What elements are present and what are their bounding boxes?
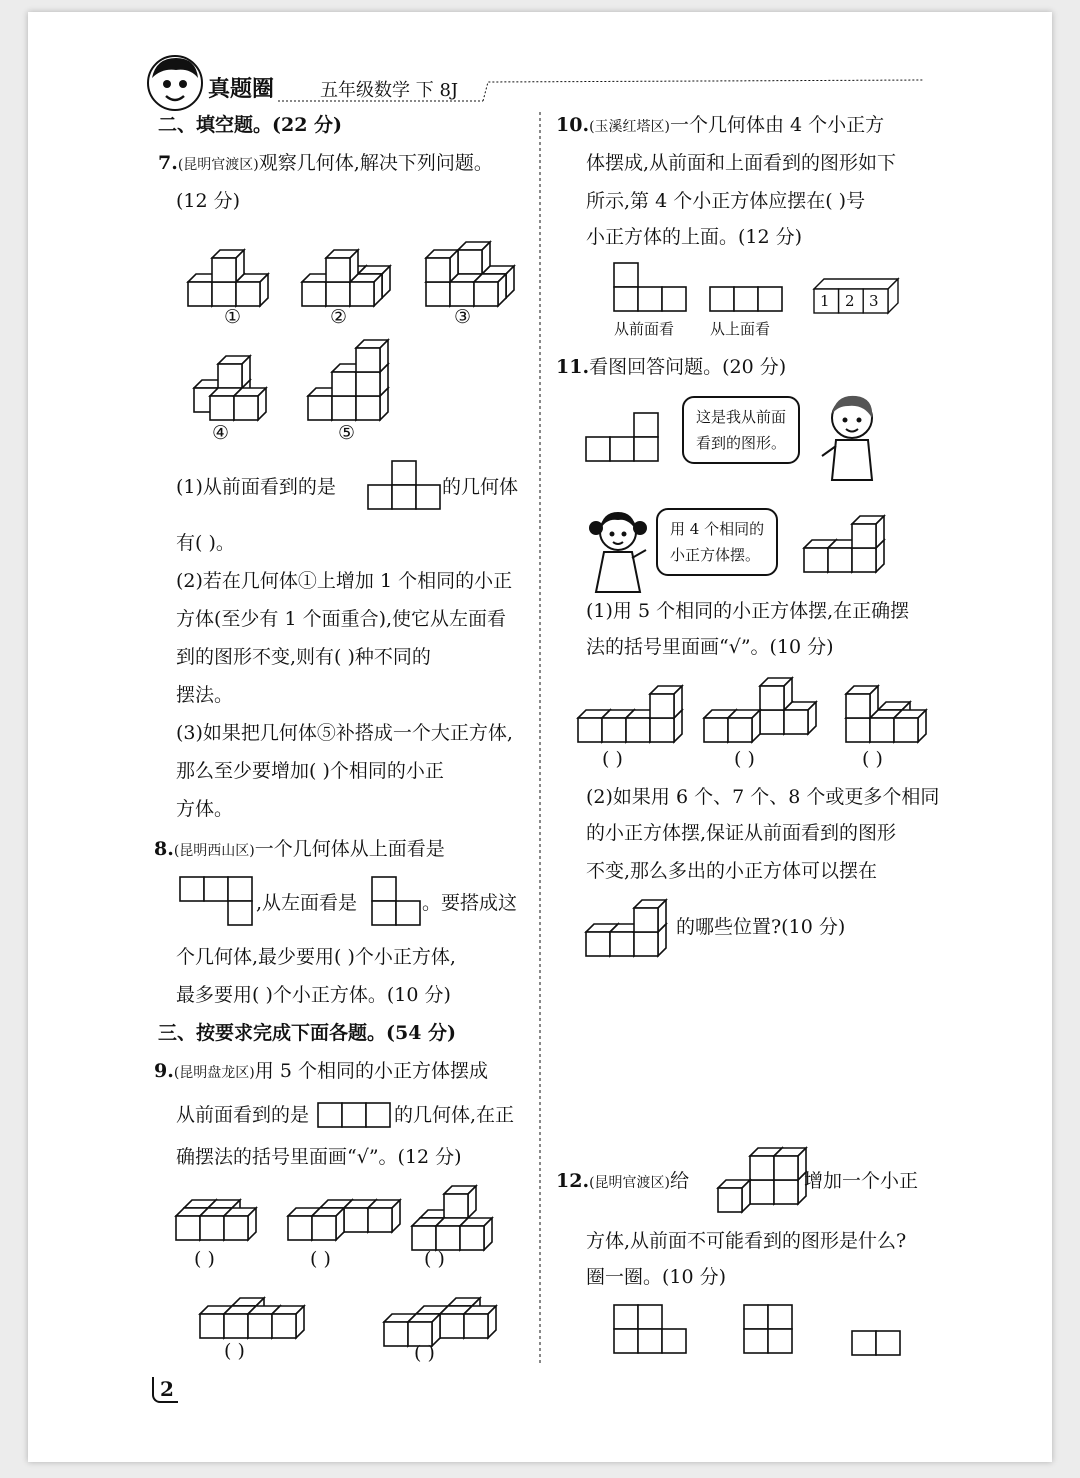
- q12-text2: 增加一个小正: [804, 1170, 919, 1192]
- q12-text4: 圈一圈。(10 分): [586, 1266, 727, 1288]
- q11-part1a: (1)用 5 个相同的小正方体摆,在正确摆: [586, 600, 910, 622]
- q11-part1b: 法的括号里面画“√”。(10 分): [586, 636, 834, 658]
- q7-solid-4: [186, 344, 286, 424]
- q7-solid-3: [426, 230, 526, 310]
- question-9: [154, 1058, 488, 1086]
- page-number-text: 2: [152, 1377, 178, 1403]
- q11-part2d: 的哪些位置?(10 分): [676, 916, 846, 938]
- q9-answer-2[interactable]: ( ): [310, 1248, 331, 1270]
- q7-part1a: (1)从前面看到的是: [176, 476, 336, 498]
- q11-part2b: 的小正方体摆,保证从前面看到的图形: [586, 822, 897, 844]
- q7-solid-1: [188, 230, 278, 310]
- q8-text4: 个几何体,最少要用( )个小正方体,: [176, 946, 456, 968]
- q8-source: (昆明西山区): [173, 843, 255, 859]
- cube: [718, 1180, 750, 1212]
- q9-answer-1[interactable]: ( ): [194, 1248, 215, 1270]
- q7-points: (12 分): [176, 190, 241, 212]
- q11-answer-1[interactable]: ( ): [602, 748, 623, 770]
- cube: [326, 250, 358, 282]
- q10-text1: 一个几何体由 4 个小正方: [670, 114, 885, 136]
- q9-text1: 用 5 个相同的小正方体摆成: [254, 1060, 488, 1082]
- q7-part2-line2: 方体(至少有 1 个面重合),使它从左面看: [176, 608, 507, 630]
- q12-text3: 方体,从前面不可能看到的图形是什么?: [586, 1230, 907, 1252]
- section-2-title: 二、填空题。(22 分): [158, 114, 343, 136]
- q9-option-4: [200, 1290, 304, 1340]
- q11-bubble2-line2: 小正方体摆。: [670, 546, 761, 564]
- q7-part2-line1: (2)若在几何体①上增加 1 个相同的小正: [176, 570, 513, 592]
- q11-bubble2-line1: 用 4 个相同的: [670, 520, 765, 538]
- q11-part2c: 不变,那么多出的小正方体可以摆在: [586, 860, 878, 882]
- header-rule: [278, 74, 928, 104]
- cube: [894, 710, 926, 742]
- q12-number: 12.: [556, 1170, 590, 1192]
- q11-part2a: (2)如果用 6 个、7 个、8 个或更多个相同: [586, 786, 940, 808]
- q11-answer-2[interactable]: ( ): [734, 748, 755, 770]
- q11-front-view-figure: [586, 412, 658, 462]
- q8-number: 8.: [154, 838, 174, 860]
- cube: [218, 356, 250, 388]
- q7-part1b: 的几何体: [442, 476, 519, 498]
- cube: [234, 388, 266, 420]
- cube: [312, 1208, 344, 1240]
- q12-choice-2[interactable]: [744, 1304, 792, 1356]
- q11-text1: 看图回答问题。(20 分): [589, 356, 787, 378]
- q10-number: 10.: [556, 114, 590, 136]
- worksheet-page: [28, 12, 1052, 1462]
- q12-choice-3[interactable]: [852, 1330, 900, 1356]
- q7-label-4: ④: [212, 422, 230, 444]
- cube: [474, 274, 506, 306]
- q9-text2a: 从前面看到的是: [176, 1104, 310, 1126]
- q10-text4: 小正方体的上面。(12 分): [586, 226, 803, 248]
- q7-front-view-figure: [368, 460, 440, 512]
- section-3-title: 三、按要求完成下面各题。(54 分): [158, 1022, 457, 1044]
- q7-solid-5: [308, 344, 398, 424]
- q9-option-5: [384, 1288, 500, 1348]
- q9-number: 9.: [154, 1060, 174, 1082]
- q11-number: 11.: [556, 356, 590, 378]
- q10-caption-top: 从上面看: [710, 320, 771, 338]
- girl-character-icon: [584, 506, 652, 596]
- q10-cell-3: 3: [869, 292, 879, 310]
- cube: [852, 516, 884, 548]
- q11-option-1: [578, 674, 688, 744]
- question-11: [556, 354, 786, 380]
- cube: [846, 686, 878, 718]
- q10-cell-2: 2: [845, 292, 855, 310]
- q9-answer-5[interactable]: ( ): [414, 1342, 435, 1364]
- q7-part2-line4: 摆法。: [176, 684, 234, 706]
- q7-part1c: 有( )。: [176, 532, 235, 554]
- cube: [212, 250, 244, 282]
- cube: [634, 900, 666, 932]
- cube: [368, 1200, 400, 1232]
- q7-solid-2: [302, 230, 402, 310]
- column-divider: [538, 112, 542, 1364]
- q11-answer-3[interactable]: ( ): [862, 748, 883, 770]
- cube: [760, 678, 792, 710]
- q7-label-5: ⑤: [338, 422, 356, 444]
- q9-text3: 确摆法的括号里面画“√”。(12 分): [176, 1146, 462, 1168]
- q12-solid: [718, 1144, 802, 1214]
- q7-text: 观察几何体,解决下列问题。: [258, 152, 493, 174]
- q7-label-3: ③: [454, 306, 472, 328]
- q8-text2: ,从左面看是: [256, 892, 358, 914]
- q8-text3: 。要搭成这: [422, 892, 518, 914]
- cube: [774, 1148, 806, 1180]
- q11-bubble1-line1: 这是我从前面: [696, 408, 787, 426]
- q7-part3-line2: 那么至少要增加( )个相同的小正: [176, 760, 444, 782]
- question-10: [556, 112, 884, 140]
- cube: [350, 274, 382, 306]
- cube: [458, 242, 490, 274]
- q11-option-2: [704, 674, 826, 744]
- q12-source: (昆明官渡区): [589, 1175, 670, 1191]
- q9-answer-3[interactable]: ( ): [424, 1248, 445, 1270]
- q7-source: (昆明官渡区): [177, 157, 259, 173]
- q10-front-view-figure: [614, 262, 686, 312]
- q10-caption-front: 从前面看: [614, 320, 675, 338]
- q7-part3-line1: (3)如果把几何体⑤补搭成一个大正方体,: [176, 722, 513, 744]
- q7-label-2: ②: [330, 306, 348, 328]
- q10-text3: 所示,第 4 个小正方体应摆在( )号: [586, 190, 866, 212]
- q8-text1: 一个几何体从上面看是: [254, 838, 445, 860]
- q9-option-2: [288, 1192, 390, 1242]
- cube: [728, 710, 760, 742]
- q8-left-view-figure: [372, 876, 420, 926]
- cube: [224, 1208, 256, 1240]
- q9-source: (昆明盘龙区): [173, 1065, 255, 1081]
- q7-label-1: ①: [224, 306, 242, 328]
- cube: [356, 340, 388, 372]
- q12-text1: 给: [670, 1170, 690, 1192]
- q11-part2-solid: [586, 896, 678, 958]
- mascot-avatar-icon: [146, 54, 204, 112]
- q11-speech-bubble-girl: [656, 508, 778, 576]
- q10-text2: 体摆成,从前面和上面看到的图形如下: [586, 152, 897, 174]
- cube: [460, 1218, 492, 1250]
- page-number: [152, 1376, 178, 1402]
- cube: [650, 686, 682, 718]
- cube: [426, 250, 458, 282]
- q9-option-3: [412, 1192, 492, 1252]
- cube: [444, 1186, 476, 1218]
- q11-option-3: [846, 674, 936, 744]
- question-8: [154, 836, 445, 864]
- q11-speech-bubble-boy: [682, 396, 800, 464]
- q10-source: (玉溪红塔区): [589, 119, 670, 135]
- question-7: [158, 150, 493, 178]
- question-12: [556, 1168, 689, 1196]
- q7-part3-line3: 方体。: [176, 798, 234, 820]
- q10-top-view-figure: [710, 286, 782, 312]
- header-subtitle: 五年级数学 下 8J: [320, 80, 459, 101]
- cube: [272, 1306, 304, 1338]
- cube: [464, 1306, 496, 1338]
- q8-text5: 最多要用( )个小正方体。(10 分): [176, 984, 451, 1006]
- cube: [236, 274, 268, 306]
- q11-bubble1-line2: 看到的图形。: [696, 434, 787, 452]
- q7-number: 7.: [158, 152, 178, 174]
- q9-front-view-figure: [318, 1102, 390, 1128]
- q10-cell-1: 1: [820, 292, 830, 310]
- q12-choice-1[interactable]: [614, 1304, 686, 1356]
- q9-answer-4[interactable]: ( ): [224, 1340, 245, 1362]
- q8-top-view-figure: [180, 876, 252, 926]
- q7-part2-line3: 到的图形不变,则有( )种不同的: [176, 646, 431, 668]
- q9-text2b: 的几何体,在正: [394, 1104, 515, 1126]
- cube: [784, 702, 816, 734]
- q9-option-1: [176, 1192, 266, 1242]
- boy-character-icon: [818, 392, 882, 482]
- brand-title: 真题圈: [208, 76, 275, 102]
- q11-example-solid: [804, 512, 896, 574]
